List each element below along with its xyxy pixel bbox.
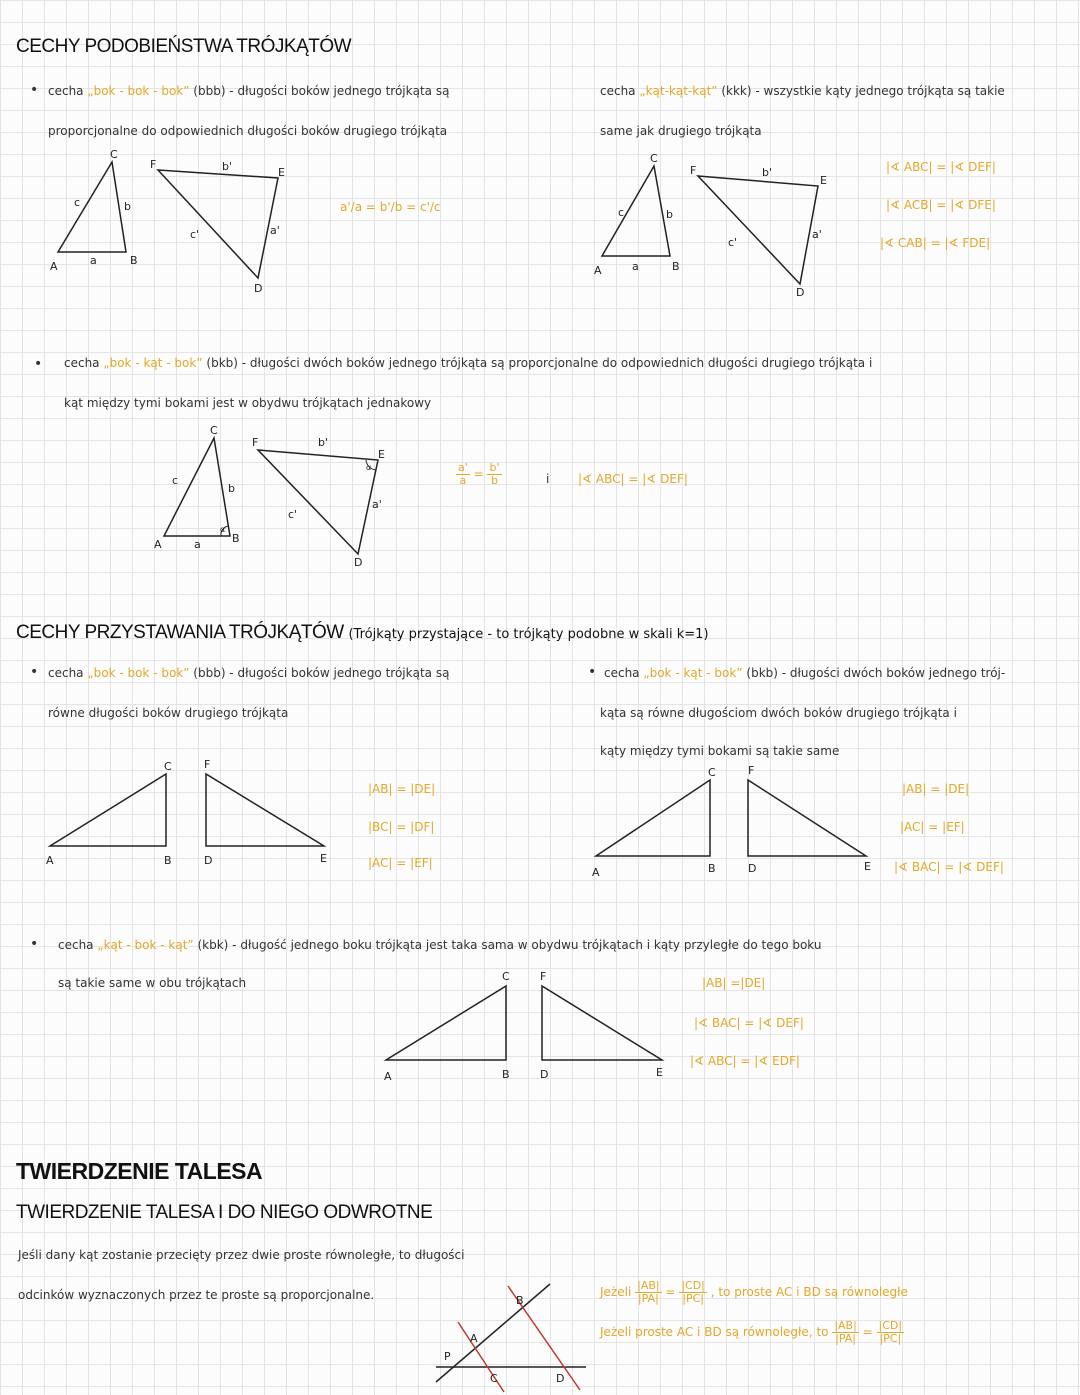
- vertex-B: B: [232, 532, 240, 545]
- point-P: P: [444, 1350, 451, 1363]
- thales-figure: [430, 1272, 590, 1395]
- bullet: •: [30, 664, 39, 680]
- vertex-C: C: [708, 766, 716, 779]
- congruence-bbb-line1: cecha „bok - bok - bok” (bbb) - długości boków jednego trójkąta są: [48, 666, 450, 680]
- vertex-C: C: [650, 152, 658, 165]
- side-c: c: [172, 474, 179, 487]
- similarity-bbb-figure: [40, 148, 300, 298]
- vertex-E: E: [278, 166, 285, 179]
- congruence-bkb-eq-2: |AC| = |EF|: [900, 820, 965, 834]
- point-B: B: [516, 1294, 524, 1307]
- congruence-bkb-line2: kąta są równe długościom dwóch boków drugiego trójkąta i: [600, 706, 957, 720]
- bkb-angle-eq: |∢ ABC| = |∢ DEF|: [578, 472, 688, 486]
- congruence-bkb-figure: [588, 764, 888, 879]
- section-subtitle-thales: TWIERDZENIE TALESA I DO NIEGO ODWROTNE: [16, 1202, 433, 1223]
- congruence-kbk-line1: cecha „kąt - bok - kąt” (kbk) - długość jednego boku trójkąta jest taka sama w obydwu trójkątach i kąty przyległe do tego boku: [58, 938, 822, 952]
- thales-converse-1: Jeżeli $\frac{|AB|}{|PA|}$ = $\frac{|CD|}{|PC|}$ , to proste AC i BD są równoległe: [600, 1279, 908, 1305]
- side-b1: b': [762, 166, 773, 179]
- point-C: C: [490, 1372, 498, 1385]
- vertex-C: C: [110, 148, 118, 161]
- vertex-E: E: [378, 448, 385, 461]
- bullet: •: [588, 664, 597, 680]
- vertex-B: B: [672, 260, 680, 273]
- similarity-kkk-figure: [588, 154, 848, 304]
- vertex-D: D: [254, 282, 263, 295]
- vertex-D: D: [748, 862, 757, 875]
- vertex-A: A: [46, 854, 54, 867]
- vertex-C: C: [502, 970, 510, 983]
- angle-alpha: α: [220, 525, 226, 534]
- vertex-D: D: [354, 556, 363, 569]
- point-A: A: [470, 1332, 478, 1345]
- side-c: c: [74, 196, 81, 209]
- vertex-B: B: [130, 254, 138, 267]
- congruence-bbb-eq-2: |BC| = |DF|: [368, 820, 435, 834]
- side-a: a: [632, 260, 639, 273]
- vertex-F: F: [540, 970, 547, 983]
- point-D: D: [556, 1372, 565, 1385]
- section-title-thales: TWIERDZENIE TALESA: [16, 1158, 263, 1184]
- side-b1: b': [222, 160, 233, 173]
- connector-i: i: [546, 472, 550, 486]
- vertex-D: D: [796, 286, 805, 299]
- congruence-bkb-line1: cecha „bok - kąt - bok” (bkb) - długości dwóch boków jednego trój-: [604, 666, 1006, 680]
- side-a1: a': [812, 228, 822, 241]
- vertex-F: F: [150, 158, 157, 171]
- feature-bbb-line1: cecha „bok - bok - bok” (bbb) - długości boków jednego trójkąta są: [48, 84, 450, 98]
- side-c1: c': [288, 508, 298, 521]
- congruence-bkb-eq-1: |AB| = |DE|: [902, 782, 970, 796]
- congruence-kbk-eq-2: |∢ BAC| = |∢ DEF|: [694, 1016, 804, 1030]
- vertex-A: A: [592, 866, 600, 879]
- section-title-similarity: CECHY PODOBIEŃSTWA TRÓJKĄTÓW: [16, 36, 352, 57]
- vertex-F: F: [204, 758, 211, 771]
- bullet: •: [30, 82, 39, 98]
- feature-kkk-line2: same jak drugiego trójkąta: [600, 124, 762, 138]
- formula-bkb-ratio: $\frac{a'}{a}$ = $\frac{b'}{b}$: [458, 461, 500, 487]
- kkk-eq-3: |∢ CAB| = |∢ FDE|: [880, 236, 991, 250]
- vertex-E: E: [656, 1066, 663, 1079]
- vertex-A: A: [384, 1070, 392, 1083]
- side-c: c: [618, 206, 625, 219]
- thales-statement-line1: Jeśli dany kąt zostanie przecięty przez dwie proste równoległe, to długości: [18, 1248, 465, 1262]
- congruence-bbb-line2: równe długości boków drugiego trójkąta: [48, 706, 289, 720]
- thales-statement-line2: odcinków wyznaczonych przez te proste są proporcjonalne.: [18, 1288, 375, 1302]
- congruence-bbb-figure: [40, 758, 350, 868]
- feature-bkb-line2: kąt między tymi bokami jest w obydwu trójkątach jednakowy: [64, 396, 432, 410]
- congruence-kbk-eq-3: |∢ ABC| = |∢ EDF|: [690, 1054, 800, 1068]
- congruence-bbb-eq-1: |AB| = |DE|: [368, 782, 436, 796]
- congruence-bkb-line3: kąty między tymi bokami są takie same: [600, 744, 840, 758]
- similarity-bkb-figure: [150, 424, 400, 574]
- side-a1: a': [372, 498, 382, 511]
- side-b: b: [124, 200, 131, 213]
- congruence-bkb-eq-3: |∢ BAC| = |∢ DEF|: [894, 860, 1004, 874]
- side-a1: a': [270, 224, 280, 237]
- side-a: a: [90, 254, 97, 267]
- vertex-D: D: [540, 1068, 549, 1081]
- side-c1: c': [728, 236, 738, 249]
- bullet: •: [34, 356, 43, 372]
- vertex-D: D: [204, 854, 213, 867]
- feature-bbb-line2: proporcjonalne do odpowiednich długości boków drugiego trójkąta: [48, 124, 448, 138]
- congruence-kbk-figure: [378, 968, 688, 1088]
- vertex-E: E: [864, 860, 871, 873]
- kkk-eq-2: |∢ ACB| = |∢ DFE|: [886, 198, 996, 212]
- vertex-A: A: [50, 260, 58, 273]
- side-b: b: [228, 482, 235, 495]
- congruence-kbk-eq-1: |AB| =|DE|: [702, 976, 766, 990]
- vertex-B: B: [708, 862, 716, 875]
- vertex-C: C: [210, 424, 218, 437]
- vertex-F: F: [748, 764, 755, 777]
- vertex-C: C: [164, 760, 172, 773]
- vertex-B: B: [164, 854, 172, 867]
- vertex-A: A: [594, 264, 602, 277]
- congruence-bbb-eq-3: |AC| = |EF|: [368, 856, 433, 870]
- feature-bkb-line1: cecha „bok - kąt - bok” (bkb) - długości dwóch boków jednego trójkąta są proporcjonalne do odpowiednich długości drugiego trójkąta i: [64, 356, 873, 370]
- vertex-F: F: [690, 164, 697, 177]
- feature-kkk-line1: cecha „kąt-kąt-kąt” (kkk) - wszystkie kąty jednego trójkąta są takie: [600, 84, 1005, 98]
- vertex-A: A: [154, 538, 162, 551]
- side-b: b: [666, 208, 673, 221]
- side-c1: c': [190, 228, 200, 241]
- thales-converse-2: Jeżeli proste AC i BD są równoległe, to $\frac{|AB|}{|PA|}$ = $\frac{|CD|}{|PC|}$: [600, 1319, 903, 1345]
- angle-alpha: α: [366, 463, 372, 472]
- side-b1: b': [318, 436, 329, 449]
- vertex-E: E: [320, 852, 327, 865]
- congruence-kbk-line2: są takie same w obu trójkątach: [58, 976, 247, 990]
- bullet: •: [30, 936, 39, 952]
- kkk-eq-1: |∢ ABC| = |∢ DEF|: [886, 160, 996, 174]
- section-title-congruence: CECHY PRZYSTAWANIA TRÓJKĄTÓW (Trójkąty przystające - to trójkąty podobne w skali k=1): [16, 622, 709, 643]
- vertex-F: F: [252, 436, 259, 449]
- side-a: a: [194, 538, 201, 551]
- vertex-B: B: [502, 1068, 510, 1081]
- vertex-E: E: [820, 174, 827, 187]
- formula-bbb-ratio: a'/a = b'/b = c'/c: [340, 200, 441, 214]
